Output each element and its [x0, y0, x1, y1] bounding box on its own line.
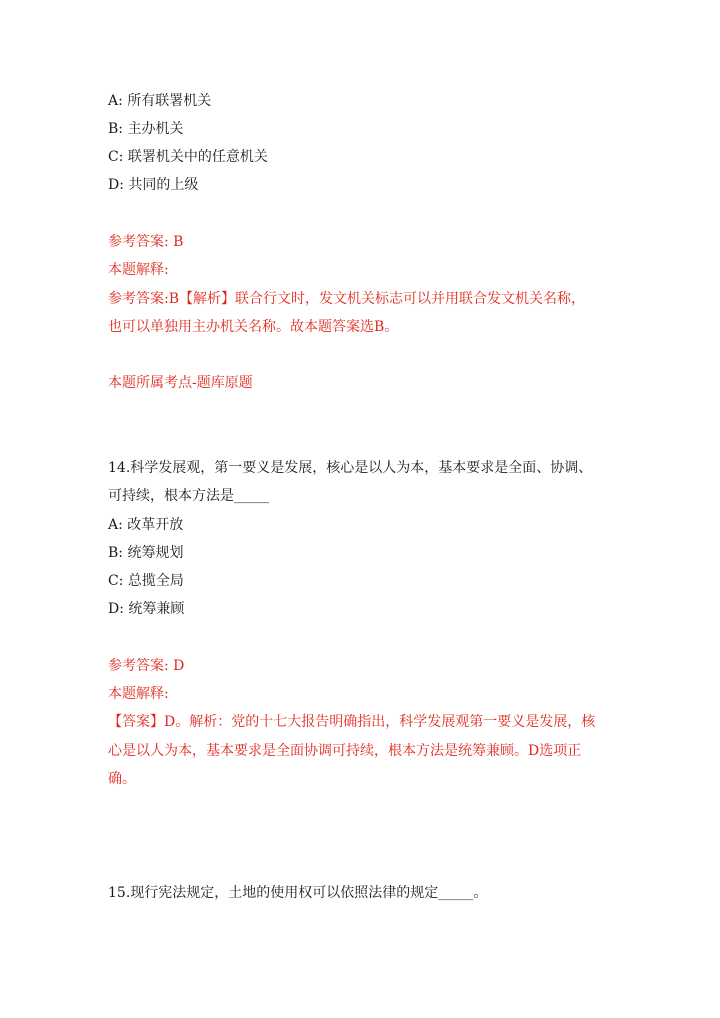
- q14-option-b: B: 统筹规划: [108, 545, 184, 561]
- q15-stem: 15.现行宪法规定，土地的使用权可以依照法律的规定_____。: [108, 885, 488, 901]
- q13-answer: 参考答案: B: [108, 234, 184, 250]
- q14-explain-line-2: 心是以人为本，基本要求是全面协调可持续，根本方法是统筹兼顾。D选项正: [108, 743, 582, 759]
- q14-option-c: C: 总揽全局: [108, 573, 184, 589]
- q14-explain-line-3: 确。: [108, 771, 136, 787]
- q14-option-a: A: 改革开放: [108, 517, 184, 533]
- q14-stem-line-1: 14.科学发展观，第一要义是发展，核心是以人为本，基本要求是全面、协调、: [108, 460, 593, 476]
- q13-explain-line-1: 参考答案:B【解析】联合行文时，发文机关标志可以并用联合发文机关名称，: [108, 291, 586, 307]
- q13-source: 本题所属考点-题库原题: [108, 375, 253, 391]
- q13-option-d: D: 共同的上级: [108, 177, 199, 193]
- q13-option-a: A: 所有联署机关: [108, 93, 212, 109]
- q14-explain-line-1: 【答案】D。解析：党的十七大报告明确指出，科学发展观第一要义是发展，核: [108, 714, 596, 730]
- q13-option-c: C: 联署机关中的任意机关: [108, 149, 268, 165]
- q14-stem-line-2: 可持续，根本方法是_____: [108, 488, 269, 504]
- q13-explain-label: 本题解释:: [108, 262, 169, 278]
- q13-explain-line-2: 也可以单独用主办机关名称。故本题答案选B。: [108, 319, 399, 335]
- q13-option-b: B: 主办机关: [108, 121, 184, 137]
- q14-explain-label: 本题解释:: [108, 686, 169, 702]
- q14-option-d: D: 统筹兼顾: [108, 601, 185, 617]
- q14-answer: 参考答案: D: [108, 658, 185, 674]
